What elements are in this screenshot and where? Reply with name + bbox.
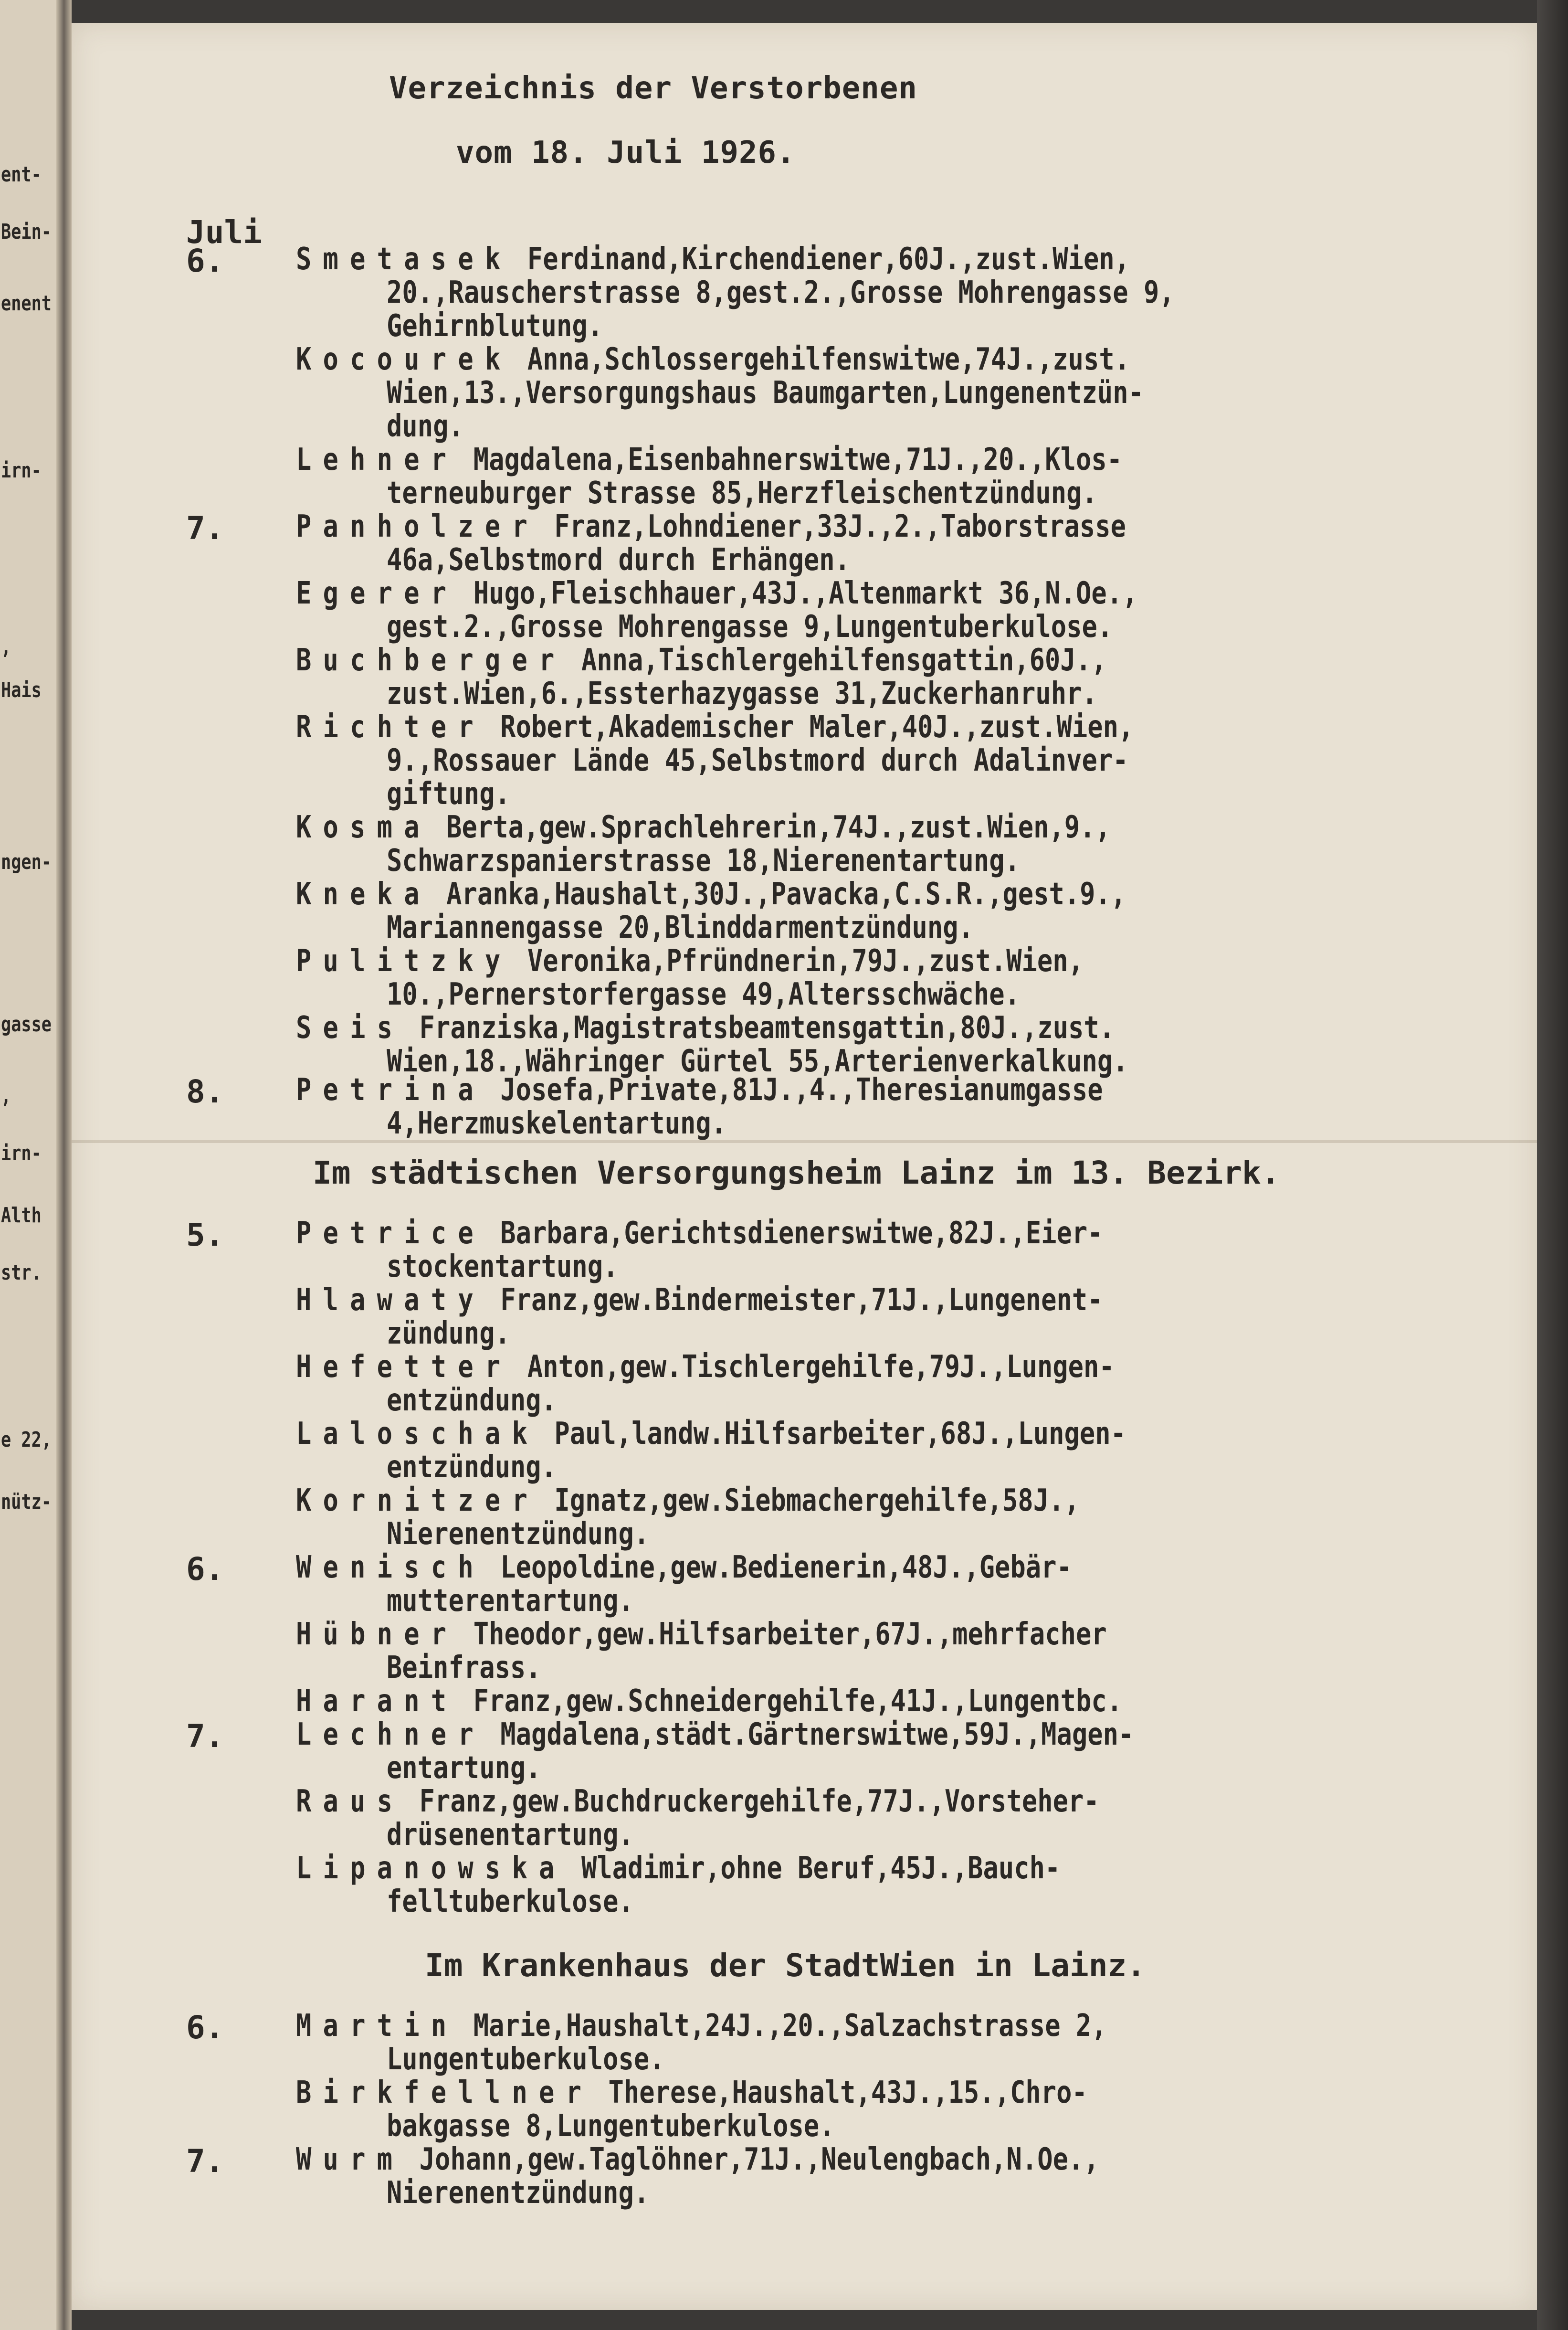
entry-surname: Smetasek bbox=[296, 242, 512, 277]
entry-continuation-line: terneuburger Strasse 85,Herzfleischentzündung. bbox=[387, 476, 1097, 511]
entry-text: Robert,Akademischer Maler,40J.,zust.Wien, bbox=[500, 710, 1134, 745]
book-gutter bbox=[56, 0, 72, 2330]
entry-continuation-line: Gehirnblutung. bbox=[387, 308, 603, 344]
register-entry bbox=[296, 510, 1284, 577]
left-margin-fragment: str. bbox=[1, 1260, 42, 1285]
left-margin-fragment: , bbox=[1, 635, 11, 659]
document-page bbox=[72, 23, 1537, 2310]
right-edge bbox=[1537, 0, 1568, 2330]
entry-text: Hugo,Fleischhauer,43J.,Altenmarkt 36,N.Oe., bbox=[473, 576, 1138, 611]
entry-text: Franz,Lohndiener,33J.,2.,Taborstrasse bbox=[554, 509, 1126, 544]
register-entry bbox=[296, 343, 1289, 443]
register-entry bbox=[296, 1618, 1261, 1684]
entry-first-line bbox=[296, 1217, 1103, 1250]
entry-first-line bbox=[296, 1417, 1126, 1451]
left-margin-fragment: Alth bbox=[1, 1203, 42, 1228]
entry-first-line bbox=[296, 1852, 1060, 1885]
register-entry bbox=[296, 2143, 1252, 2210]
entry-first-line bbox=[296, 1618, 1107, 1651]
entry-text: Aranka,Haushalt,30J.,Pavacka,C.S.R.,gest.9., bbox=[446, 877, 1126, 912]
entry-text: Franz,gew.Schneidergehilfe,41J.,Lungentbc. bbox=[473, 1684, 1123, 1719]
left-margin-fragment: nütz- bbox=[1, 1490, 52, 1514]
register-entry bbox=[296, 1073, 1257, 1140]
entry-continuation-line: 20.,Rauscherstrasse 8,gest.2.,Grosse Mohrengasse 9, bbox=[387, 275, 1175, 310]
entry-first-line bbox=[296, 243, 1160, 276]
register-entry bbox=[296, 1484, 1229, 1551]
entry-surname: Hübner bbox=[296, 1617, 458, 1652]
entry-continuation-line: 46a,Selbstmord durch Erhängen. bbox=[387, 542, 850, 578]
register-entry bbox=[296, 644, 1261, 710]
entry-text: Franz,gew.Buchdruckergehilfe,77J.,Vorsteher- bbox=[419, 1784, 1099, 1819]
entry-continuation-line: drüsenentartung. bbox=[387, 1817, 634, 1853]
entry-first-line bbox=[296, 811, 1111, 844]
left-margin-fragment: gasse bbox=[1, 1012, 52, 1037]
register-entry bbox=[296, 1283, 1257, 1350]
entry-surname: Richter bbox=[296, 710, 485, 745]
section-heading: Im Krankenhaus der StadtWien in Lainz. bbox=[425, 1947, 1146, 1984]
entry-surname: Kornitzer bbox=[296, 1483, 539, 1518]
register-entry bbox=[296, 1011, 1271, 1078]
register-entry bbox=[296, 1785, 1252, 1852]
entry-first-line bbox=[296, 644, 1106, 677]
entry-surname: Hefetter bbox=[296, 1349, 512, 1385]
register-entry bbox=[296, 1417, 1284, 1484]
entry-text: Ferdinand,Kirchendiener,60J.,zust.Wien, bbox=[527, 242, 1130, 277]
entry-date: 7. bbox=[186, 2143, 224, 2180]
entry-continuation-line: gest.2.,Grosse Mohrengasse 9,Lungentuberkulose. bbox=[387, 609, 1113, 645]
entry-continuation-line: Mariannengasse 20,Blinddarmentzündung. bbox=[387, 910, 974, 945]
register-entry bbox=[296, 1684, 1280, 1718]
entry-surname: Seis bbox=[296, 1010, 404, 1046]
entry-surname: Harant bbox=[296, 1684, 458, 1719]
entry-text: Barbara,Gerichtsdienerswitwe,82J.,Eier- bbox=[500, 1216, 1103, 1251]
entry-first-line bbox=[296, 2143, 1099, 2176]
register-entry bbox=[296, 944, 1233, 1011]
entry-continuation-line: 10.,Pernerstorfergasse 49,Altersschwäche. bbox=[387, 977, 1021, 1012]
entry-surname: Lipanowska bbox=[296, 1851, 566, 1886]
register-entry bbox=[296, 1217, 1257, 1283]
entry-surname: Martin bbox=[296, 2008, 458, 2044]
left-margin-fragment: ngen- bbox=[1, 850, 52, 874]
entry-date: 6. bbox=[186, 1551, 224, 1588]
document-title: Verzeichnis der Verstorbenen bbox=[389, 71, 917, 106]
register-entry bbox=[296, 710, 1294, 811]
entry-continuation-line: Beinfrass. bbox=[387, 1650, 541, 1685]
entry-text: Franz,gew.Bindermeister,71J.,Lungenent- bbox=[500, 1282, 1103, 1318]
entry-surname: Petrice bbox=[296, 1216, 485, 1251]
register-entry bbox=[296, 811, 1266, 878]
entry-continuation-line: felltuberkulose. bbox=[387, 1884, 634, 1919]
left-margin-fragment: enent bbox=[1, 291, 52, 316]
left-margin-fragment: e 22, bbox=[1, 1428, 52, 1452]
entry-surname: Pulitzky bbox=[296, 943, 512, 979]
register-entry bbox=[296, 2009, 1261, 2076]
entry-surname: Buchberger bbox=[296, 643, 566, 678]
register-entry bbox=[296, 2076, 1238, 2143]
entry-first-line bbox=[296, 1350, 1115, 1384]
entry-first-line bbox=[296, 1011, 1115, 1045]
register-entry bbox=[296, 1350, 1270, 1417]
entry-text: Marie,Haushalt,24J.,20.,Salzachstrasse 2, bbox=[473, 2008, 1107, 2044]
entry-surname: Egerer bbox=[296, 576, 458, 611]
entry-first-line bbox=[296, 1684, 1122, 1718]
entry-continuation-line: bakgasse 8,Lungentuberkulose. bbox=[387, 2108, 835, 2144]
entry-surname: Laloschak bbox=[296, 1416, 539, 1451]
entry-surname: Lehner bbox=[296, 442, 458, 477]
register-entry bbox=[296, 1551, 1220, 1618]
entry-continuation-line: giftung. bbox=[387, 776, 510, 812]
entry-surname: Panholzer bbox=[296, 509, 539, 544]
entry-surname: Raus bbox=[296, 1784, 404, 1819]
entry-first-line bbox=[296, 1283, 1103, 1317]
register-entry bbox=[296, 443, 1280, 510]
entry-surname: Kosma bbox=[296, 810, 431, 845]
register-entry bbox=[296, 243, 1325, 343]
left-margin-fragment: , bbox=[1, 1084, 11, 1108]
entry-continuation-line: stockentartung. bbox=[387, 1249, 619, 1284]
entry-text: Magdalena,städt.Gärtnerswitwe,59J.,Magen- bbox=[500, 1717, 1134, 1752]
entry-first-line bbox=[296, 1785, 1099, 1818]
entry-text: Veronika,Pfründnerin,79J.,zust.Wien, bbox=[527, 943, 1084, 979]
entry-continuation-line: Wien,13.,Versorgungshaus Baumgarten,Lungenentzün- bbox=[387, 375, 1144, 411]
entry-continuation-line: Nierenentzündung. bbox=[387, 1516, 650, 1552]
entry-continuation-line: Schwarzspanierstrasse 18,Nierenentartung. bbox=[387, 843, 1021, 879]
entry-continuation-line: Nierenentzündung. bbox=[387, 2175, 650, 2211]
entry-text: Josefa,Private,81J.,4.,Theresianumgasse bbox=[500, 1072, 1103, 1108]
entry-continuation-line: entzündung. bbox=[387, 1450, 557, 1485]
entry-text: Anna,Tischlergehilfensgattin,60J., bbox=[581, 643, 1107, 678]
entry-first-line bbox=[296, 577, 1137, 610]
entry-first-line bbox=[296, 510, 1126, 543]
entry-first-line bbox=[296, 1073, 1103, 1107]
entry-surname: Petrina bbox=[296, 1072, 485, 1108]
entry-first-line bbox=[296, 710, 1134, 744]
entry-first-line bbox=[296, 343, 1130, 376]
entry-continuation-line: 4,Herzmuskelentartung. bbox=[387, 1106, 727, 1141]
entry-first-line bbox=[296, 1718, 1134, 1751]
entry-continuation-line: 9.,Rossauer Lände 45,Selbstmord durch Adalinver- bbox=[387, 743, 1128, 778]
entry-first-line bbox=[296, 2009, 1107, 2043]
entry-continuation-line: Wien,18.,Währinger Gürtel 55,Arterienverkalkung. bbox=[387, 1044, 1128, 1079]
entry-text: Anton,gew.Tischlergehilfe,79J.,Lungen- bbox=[527, 1349, 1115, 1385]
entry-text: Therese,Haushalt,43J.,15.,Chro- bbox=[608, 2075, 1087, 2110]
entry-first-line bbox=[296, 878, 1126, 911]
register-entry bbox=[296, 878, 1284, 944]
left-margin-fragment: irn- bbox=[1, 458, 42, 483]
month-label: Juli bbox=[186, 214, 262, 251]
entry-text: Wladimir,ohne Beruf,45J.,Bauch- bbox=[581, 1851, 1061, 1886]
left-margin-fragment: irn- bbox=[1, 1141, 42, 1165]
entry-text: Johann,gew.Taglöhner,71J.,Neulengbach,N.Oe., bbox=[419, 2142, 1099, 2177]
entry-continuation-line: dung. bbox=[387, 409, 464, 444]
entry-continuation-line: Lungentuberkulose. bbox=[387, 2042, 665, 2077]
entry-text: Theodor,gew.Hilfsarbeiter,67J.,mehrfacher bbox=[473, 1617, 1107, 1652]
document-subtitle: vom 18. Juli 1926. bbox=[456, 135, 796, 170]
section-heading: Im städtischen Versorgungsheim Lainz im 13. Bezirk. bbox=[313, 1154, 1280, 1191]
entry-first-line bbox=[296, 2076, 1087, 2109]
entry-first-line bbox=[296, 1551, 1072, 1584]
entry-text: Leopoldine,gew.Bedienerin,48J.,Gebär- bbox=[500, 1550, 1072, 1585]
entry-text: Anna,Schlossergehilfenswitwe,74J.,zust. bbox=[527, 342, 1130, 377]
entry-text: Paul,landw.Hilfsarbeiter,68J.,Lungen- bbox=[554, 1416, 1126, 1451]
entry-date: 8. bbox=[186, 1073, 224, 1110]
register-entry bbox=[296, 577, 1298, 644]
entry-first-line bbox=[296, 1484, 1080, 1517]
page-fold bbox=[72, 1140, 1537, 1143]
left-margin-fragment: Hais bbox=[1, 678, 42, 702]
entry-continuation-line: mutterentartung. bbox=[387, 1583, 634, 1619]
entry-surname: Wurm bbox=[296, 2142, 404, 2177]
entry-surname: Kneka bbox=[296, 877, 431, 912]
register-entry bbox=[296, 1718, 1294, 1785]
entry-surname: Hlawaty bbox=[296, 1282, 485, 1318]
entry-surname: Wenisch bbox=[296, 1550, 485, 1585]
entry-date: 7. bbox=[186, 510, 224, 547]
entry-text: Ignatz,gew.Siebmachergehilfe,58J., bbox=[554, 1483, 1080, 1518]
entry-date: 6. bbox=[186, 2009, 224, 2046]
entry-continuation-line: entartung. bbox=[387, 1750, 541, 1786]
entry-surname: Kocourek bbox=[296, 342, 512, 377]
entry-text: Magdalena,Eisenbahnerswitwe,71J.,20.,Klos- bbox=[473, 442, 1123, 477]
register-entry bbox=[296, 1852, 1206, 1918]
entry-continuation-line: zust.Wien,6.,Essterhazygasse 31,Zuckerhanruhr. bbox=[387, 676, 1097, 711]
entry-date: 6. bbox=[186, 243, 224, 279]
entry-first-line bbox=[296, 944, 1084, 978]
entry-continuation-line: zündung. bbox=[387, 1316, 510, 1351]
entry-surname: Birkfellner bbox=[296, 2075, 593, 2110]
entry-date: 5. bbox=[186, 1217, 224, 1253]
entry-text: Franziska,Magistratsbeamtensgattin,80J.,zust. bbox=[419, 1010, 1115, 1046]
entry-continuation-line: entzündung. bbox=[387, 1383, 557, 1418]
left-margin-fragment: Bein- bbox=[1, 220, 52, 244]
entry-first-line bbox=[296, 443, 1122, 477]
entry-text: Berta,gew.Sprachlehrerin,74J.,zust.Wien,9., bbox=[446, 810, 1111, 845]
entry-date: 7. bbox=[186, 1718, 224, 1755]
left-margin-fragment: ent- bbox=[1, 162, 42, 187]
entry-surname: Lechner bbox=[296, 1717, 485, 1752]
